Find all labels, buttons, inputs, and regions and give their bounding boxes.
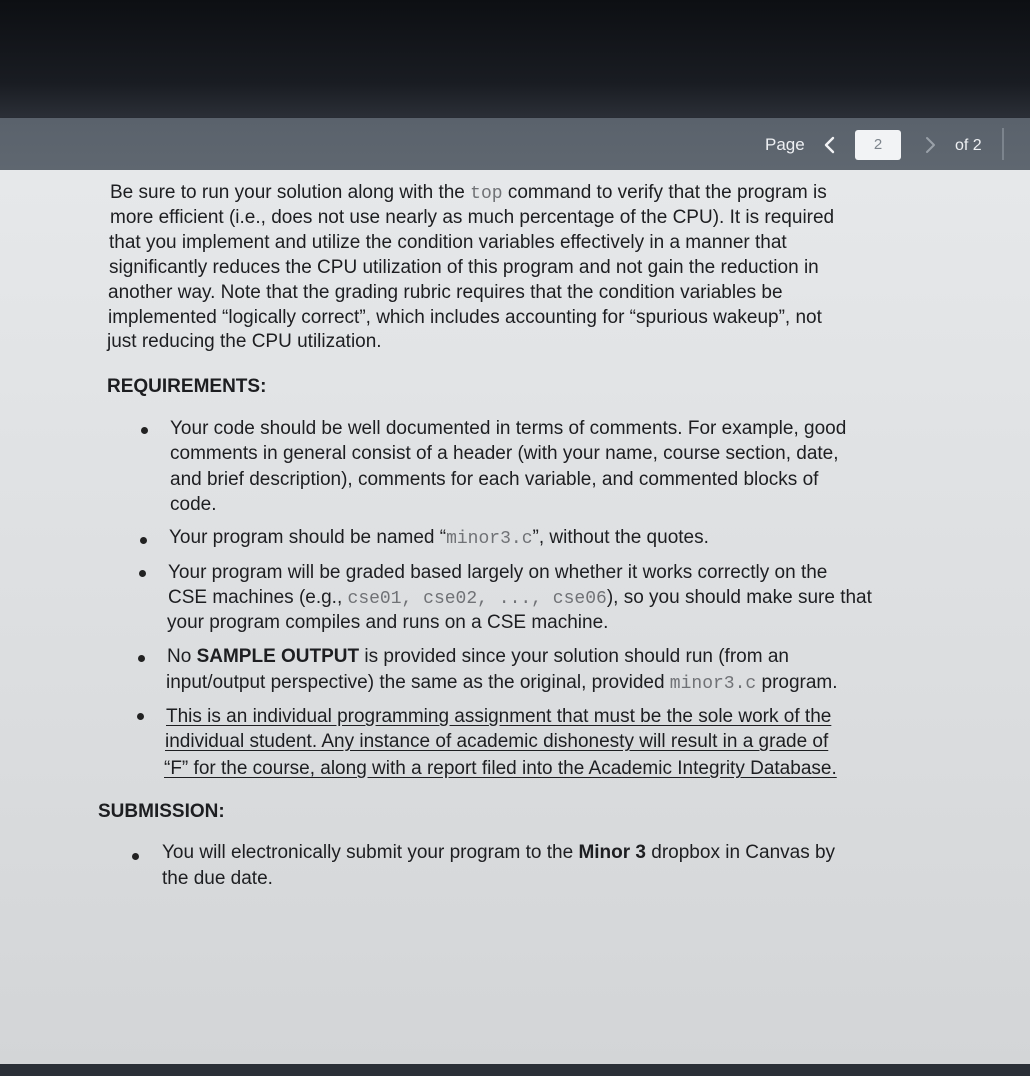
requirements-heading: REQUIREMENTS: [107,376,267,397]
toolbar-divider [1002,128,1004,160]
chevron-right-icon [918,130,942,160]
screen-bottom-edge [0,1064,1030,1076]
requirement-1-line: Your code should be well documented in terms of comments. For example, good [170,418,847,439]
bullet-dot [139,570,146,577]
bullet-dot [138,655,145,662]
page-count-label: of 2 [955,137,982,154]
code-top: top [470,184,503,204]
requirement-1-line: code. [170,494,217,515]
requirement-1-line: and brief description), comments for each variable, and commented blocks of [170,469,819,490]
code-filename: minor3.c [446,529,533,549]
requirement-4-line: No SAMPLE OUTPUT is provided since your solution should run (from an [167,646,789,667]
bullet-dot [141,427,148,434]
intro-line: another way. Note that the grading rubric requires that the condition variables be [108,282,783,303]
bullet-dot [140,537,147,544]
intro-line: significantly reduces the CPU utilization of this program and not gain the reduction in [109,257,819,278]
page-label: Page [765,135,805,154]
requirement-5-line: “F” for the course, along with a report filed into the Academic Integrity Database. [164,758,837,779]
requirement-3-line: CSE machines (e.g., cse01, cse02, ..., cse06), so you should make sure that [168,587,872,609]
requirement-2-line: Your program should be named “minor3.c”, without the quotes. [169,527,709,549]
page-number-input[interactable]: 2 [855,130,901,160]
screen-bezel [0,0,1030,118]
intro-line: more efficient (i.e., does not use nearly as much percentage of the CPU). It is required [110,207,835,228]
submission-line: the due date. [162,868,273,889]
submission-line: You will electronically submit your program to the Minor 3 dropbox in Canvas by [162,842,836,863]
requirement-3-line: your program compiles and runs on a CSE machine. [167,612,609,633]
bullet-dot [137,713,144,720]
requirement-5-line: individual student. Any instance of academic dishonesty will result in a grade of [165,731,829,752]
intro-line: that you implement and utilize the condition variables effectively in a manner that [109,232,787,253]
requirement-3-line: Your program will be graded based largely on whether it works correctly on the [168,562,828,583]
intro-line: Be sure to run your solution along with the top command to verify that the program is [110,182,827,204]
intro-line: just reducing the CPU utilization. [107,331,382,352]
requirement-1-line: comments in general consist of a header (with your name, course section, date, [170,443,839,464]
code-filename: minor3.c [669,674,757,694]
previous-page-button[interactable] [818,130,842,160]
bullet-dot [132,853,139,860]
requirement-4-line: input/output perspective) the same as the original, provided minor3.c program. [166,672,838,694]
requirement-5-line: This is an individual programming assignment that must be the sole work of the [166,706,832,727]
next-page-button[interactable] [918,130,942,160]
chevron-left-icon [818,130,842,160]
intro-line: implemented “logically correct”, which includes accounting for “spurious wakeup”, not [108,307,822,328]
submission-heading: SUBMISSION: [98,801,225,822]
